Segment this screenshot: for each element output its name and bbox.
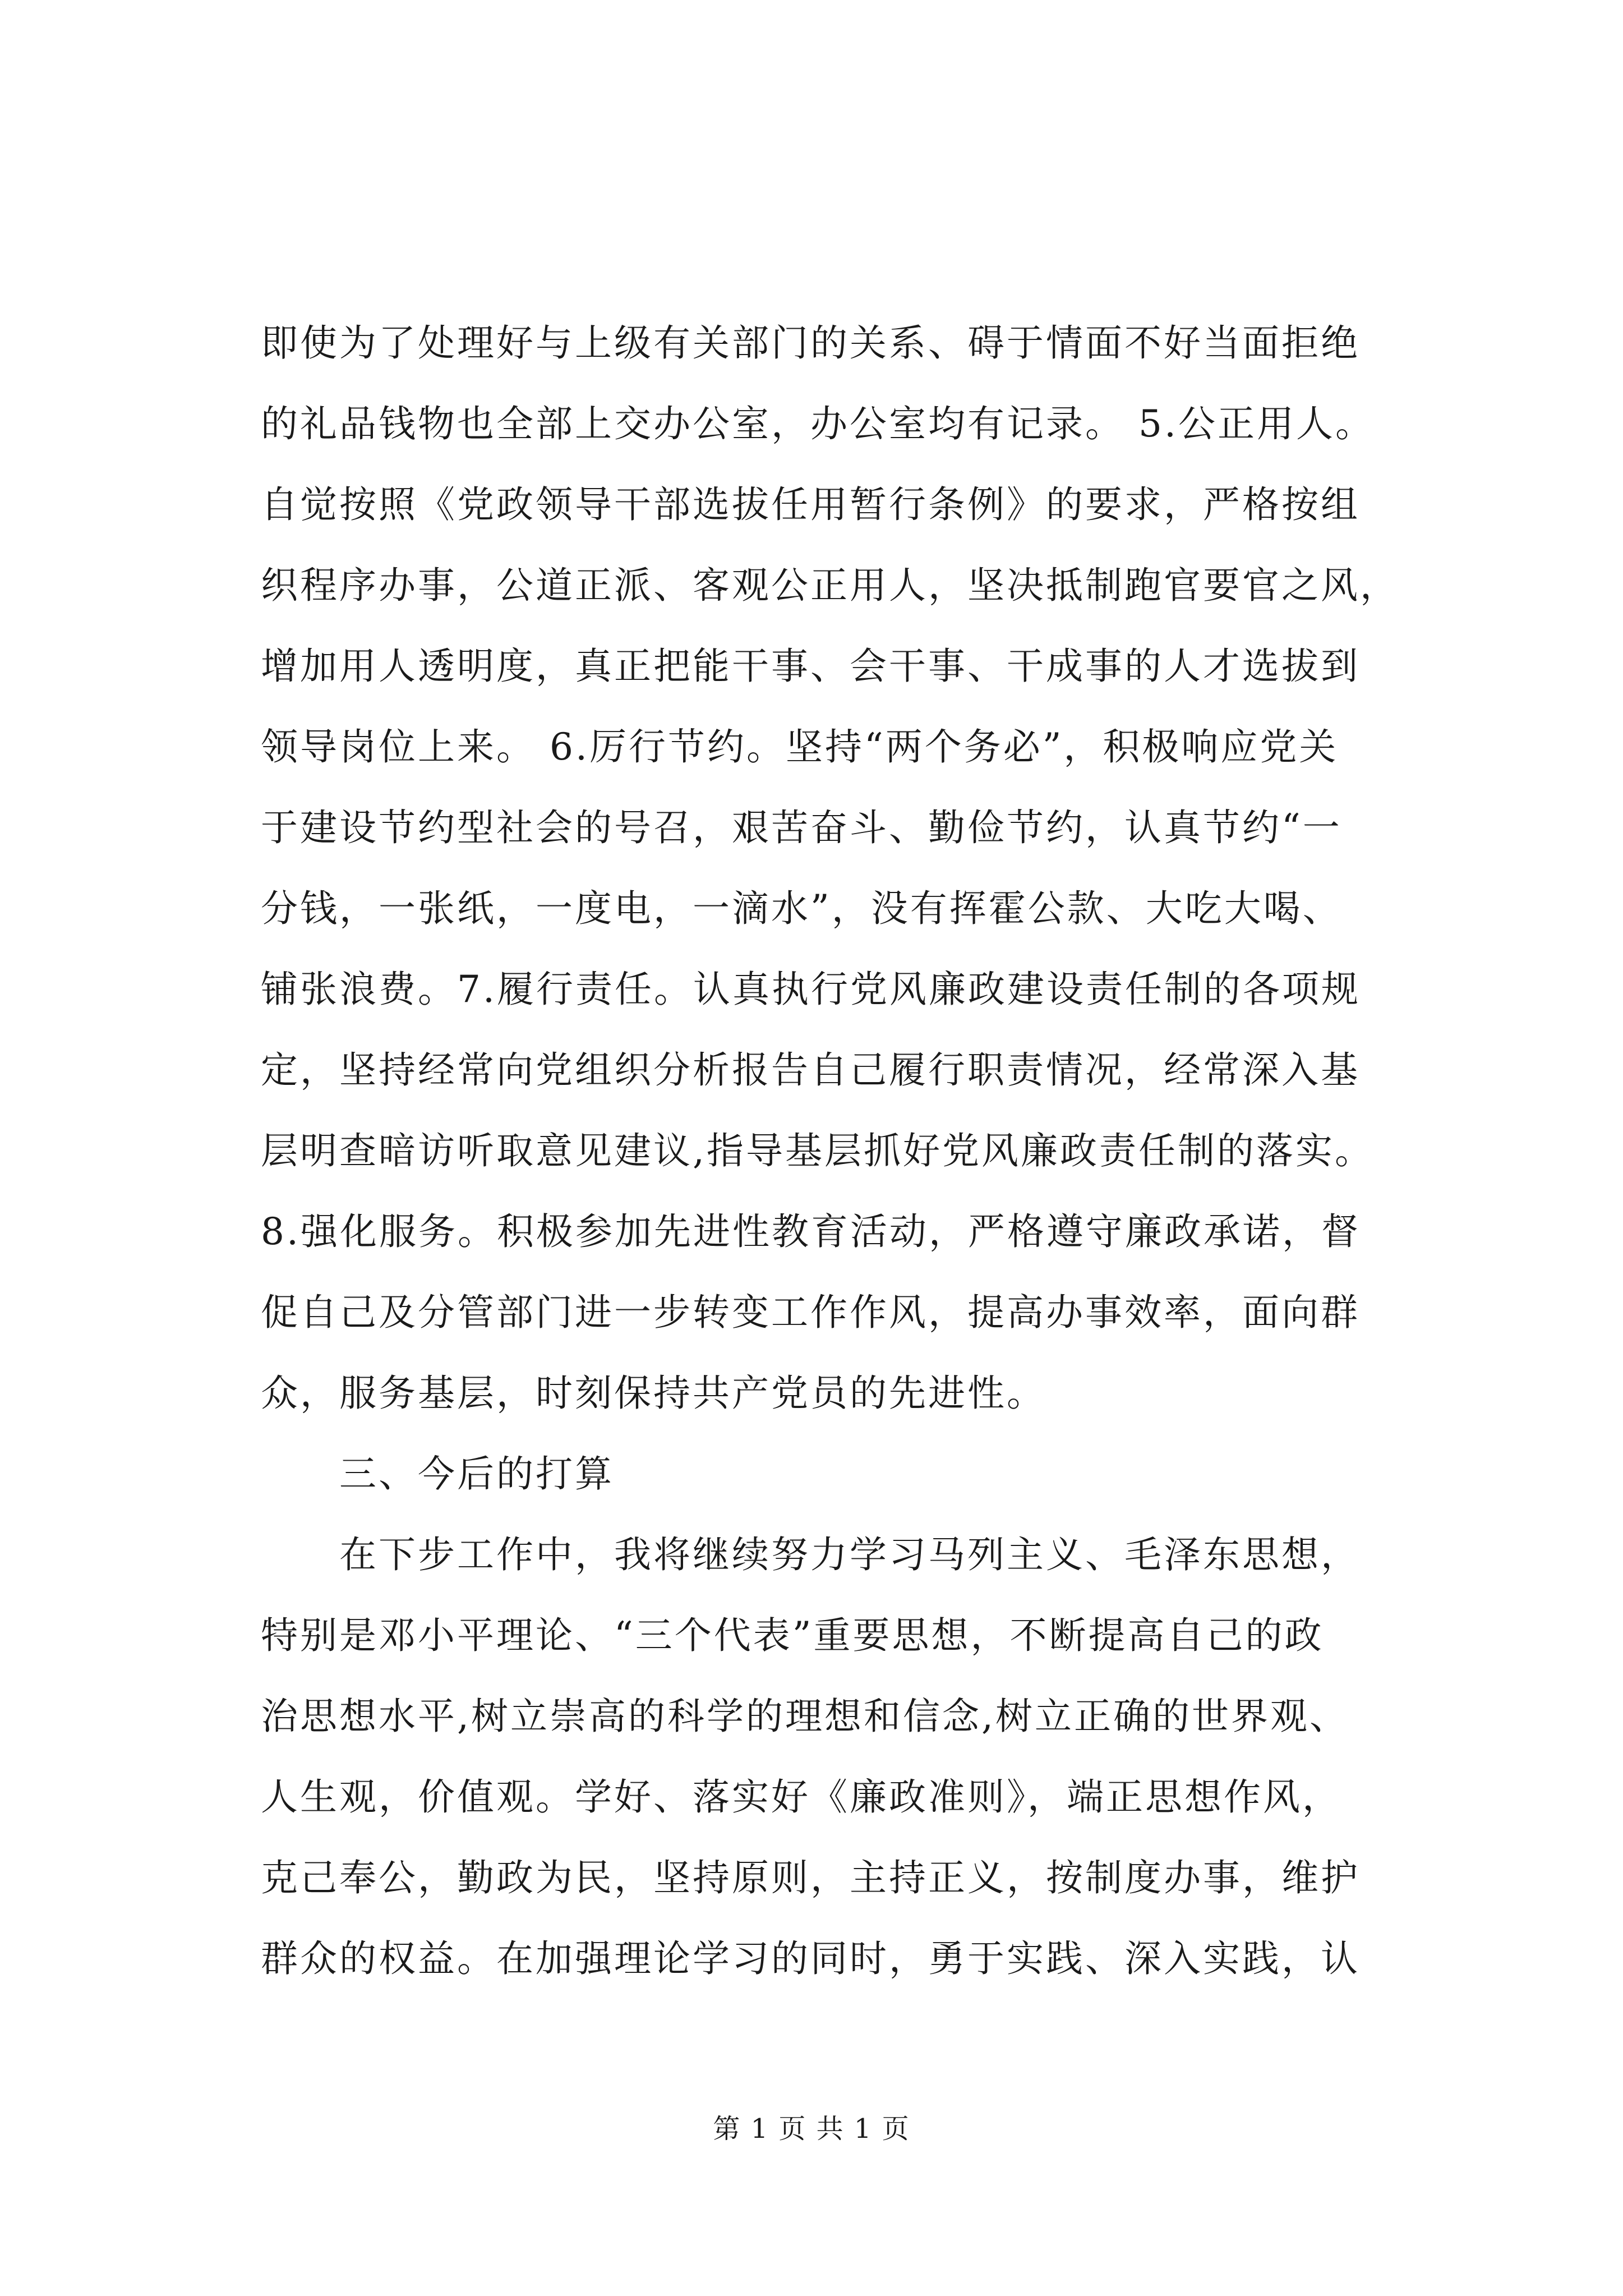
text-line: 特别是邓小平理论、“三个代表”重要思想，不断提高自己的政 [261, 1614, 1324, 1657]
page-number-label: 第 1 页 共 1 页 [713, 2113, 910, 2145]
text-line: 克己奉公，勤政为民，坚持原则，主持正义，按制度办事，维护 [261, 1856, 1360, 1899]
text-line: 分钱，一张纸，一度电，一滴水”，没有挥霍公款、大吃大喝、 [261, 887, 1342, 930]
page-footer [0, 2112, 1623, 2146]
text-line: 于建设节约型社会的号召，艰苦奋斗、勤俭节约，认真节约“一 [261, 806, 1342, 849]
text-line: 定，坚持经常向党组织分析报告自己履行职责情况，经常深入基 [261, 1048, 1360, 1092]
text-line: 在下步工作中，我将继续努力学习马列主义、毛泽东思想， [339, 1533, 1360, 1576]
text-line: 增加用人透明度，真正把能干事、会干事、干成事的人才选拔到 [261, 645, 1360, 688]
text-line: 层明查暗访听取意见建议,指导基层抓好党风廉政责任制的落实。 [261, 1129, 1374, 1172]
text-line: 即使为了处理好与上级有关部门的关系、碍于情面不好当面拒绝 [261, 321, 1360, 365]
text-line: 领导岗位上来。 6.厉行节约。坚持“两个务必”，积极响应党关 [261, 725, 1339, 769]
text-line: 8.强化服务。积极参加先进性教育活动，严格遵守廉政承诺，督 [261, 1210, 1361, 1253]
document-body [261, 303, 1438, 1999]
text-line: 铺张浪费。7.履行责任。认真执行党风廉政建设责任制的各项规 [261, 968, 1361, 1011]
text-line: 治思想水平,树立崇高的科学的理想和信念,树立正确的世界观、 [261, 1695, 1349, 1738]
text-line: 人生观，价值观。学好、落实好《廉政准则》，端正思想作风， [261, 1775, 1341, 1819]
text-line: 自觉按照《党政领导干部选拔任用暂行条例》的要求，严格按组 [261, 483, 1360, 526]
text-line: 促自己及分管部门进一步转变工作作风，提高办事效率，面向群 [261, 1291, 1360, 1334]
text-line: 织程序办事，公道正派、客观公正用人，坚决抵制跑官要官之风， [261, 564, 1399, 607]
text-line: 众，服务基层，时刻保持共产党员的先进性。 [261, 1372, 1046, 1415]
section-heading: 三、今后的打算 [339, 1452, 614, 1496]
text-line: 的礼品钱物也全部上交办公室，办公室均有记录。 5.公正用人。 [261, 402, 1375, 445]
text-line: 群众的权益。在加强理论学习的同时，勇于实践、深入实践，认 [261, 1937, 1360, 1980]
